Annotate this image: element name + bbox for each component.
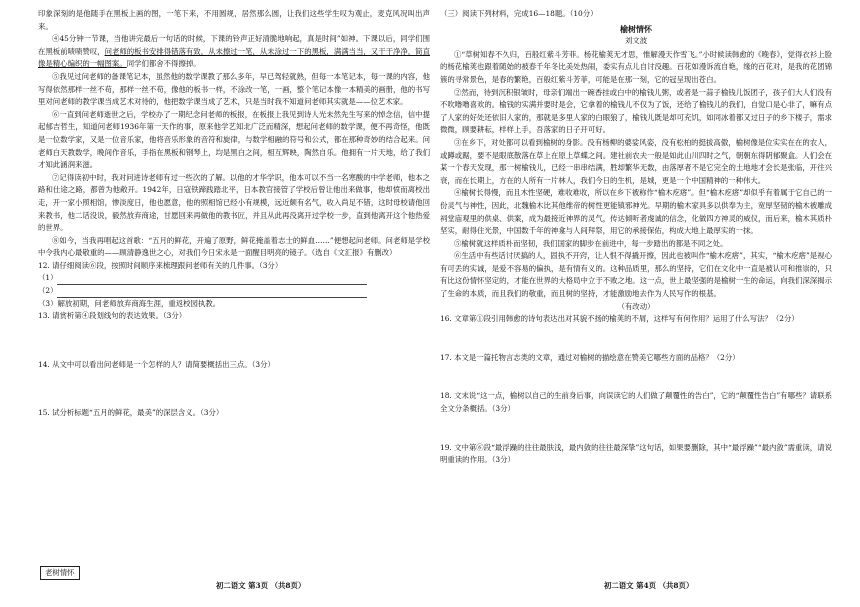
article-paragraph-3: ③在乡下，对处都可以看到榆树的身影。没有杨柳的婆娑风姿，没有松柏的挺拔高傲，榆树像是位实实在在的农人，或蹲或踞，要不是眼底散落在草上在原上草蝶之间。建社前农夫一般是如此山川四时之气，朝朝东得阴郁聚盒。人们会在某一个春天发现，那一树榆钱儿，已经一串串结满，胜却繁华无数，由落厚者不是它完全的土地地才会长是张临，开往兴衰，而在长期上，方在的人所有一片林人，我们今日的生机，是城，更是一个中国精神的一种伟大。: [440, 137, 832, 185]
question-16: 16. 文章第①段引用韩愈的诗句表达出对其貌不扬的榆荚的不屑，这样写有何作用？运用了什么写法？（2分）: [440, 314, 799, 324]
paragraph-5: ⑤我见过问老师的备课笔记本，虽然他的数学课教了那么多年，早已驾轻就熟，但每一本笔记本，每一课的内容，他写得依然那样一丝不苟，那样一丝不苟，像他的板书一样，不涂改一笔，一画，整个笔记本像一本精美的画册，他的书写里对问老师的教学课当成艺术对待的，他把数学课当成了艺术，只是当时我不知道问老师其实就是——位艺术家。: [38, 71, 430, 107]
paragraph-8: ⑧如今，当我再唱起这首歌：“五月的鲜花，开遍了原野，鲜花掩盖着志士的鲜血……”便想起问老师。问老师是学校中令我内心最敬重的——顾清静逸世之心，对我们今日宋永是一面醒目明亮的镜子。（选自《文汇报》有删改）: [38, 235, 430, 258]
answer-space-14[interactable]: [38, 371, 430, 407]
page-footer-left: 初二语文 第3页 （共8页）: [216, 581, 306, 590]
answer-12-2-label: （2）: [38, 286, 58, 296]
answer-line[interactable]: [57, 275, 367, 285]
answer-space-18[interactable]: [440, 416, 832, 442]
question-12: 12. 请仔细阅读⑥段，按照时间顺序来梳理跟问老师有关的几件事。（3分）: [38, 260, 283, 270]
answer-space-17[interactable]: [440, 364, 832, 390]
stamp-label: 老树情怀: [40, 566, 80, 580]
answer-12-2: [38, 285, 430, 298]
answer-12-3: （3）解放初期，问老师放弃商海生涯，重返校园执教。: [38, 298, 221, 308]
underlined-sentence: 问老师的板书安排得错落有致，从未擦过一笔，从未涂过一下的黑板，满满当当，又干干净净，简直像是精心编织的一幅图案。: [38, 46, 430, 69]
article-paragraph-2: ②然而，待到沉积银皱时，母亲们端出一碗香挂或白中的榆钱儿粥，或者是一蒜子榆钱儿饭团子，孩子们大人们没有不吹噜噜喜欢的。榆钱的实满并要时是会，它拿着的榆钱儿不仅为了饭，还给了榆钱儿的我们，自觉口是心非了，嘛有点了人家的好处还依旧人家的，那就是多里人家的白眼狼了，榆钱儿既是却可充饥，如同冰着都又过日子的乡下楼子，需求微微，顾要耕耘，样样上手，吾落家的日子开可好。: [440, 87, 832, 135]
right-column: [440, 8, 832, 467]
answer-12-1-label: （1）: [38, 273, 58, 283]
paragraph-6: ⑥一直到问老师逝世之后，学校办了一期纪念问老师的板报，在板报上我见到诗人光未然先生写来的悼念信，信中提起郁吉哲生，知道问老师1936年第一天作的事，原来他学艺知北广泛而精深，想起问老师的数学课，便不再奇怪，他既是一位数学家，又是一位音乐家，他将音乐形象的音符和旋律，与数学相融的符号和公式，都在那种奇妙的结合起来。问老师白天教数学，晚间作音乐，手指在黑板和钢琴上，均是黑白之间，相互辉映，陶然自乐。他拥有一片天地，给了我们才知此涵润来滋。: [38, 109, 430, 170]
answer-12-1: [38, 272, 430, 285]
section-heading: （三）阅读下列材料，完成16—18题。（10分）: [440, 9, 598, 18]
question-13: 13. 请赏析第④段划线句的表达效果。（3分）: [38, 311, 187, 321]
question-18: 18. 文末说“这一点，榆树以自己的生前身后事，向误读它的人们做了颠覆性的告白”，它的“颠覆性告白”有哪些？请联系全文分条概括。（3分）: [440, 391, 832, 414]
paragraph-7: ⑦记得读初中时，我对问进诗老师有过一些次的了解。以他的才华学识，他本可以不当一名寒酸的中学老师，他本之路和仕途之路，都曾为他敞开。1942年，日寇铁蹄践踏北平，日本教官接管了学校后曾让他出来做事，他却愤而离校出走，开一家小照相馆，惨淡度日，他也愿意，他的照相馆已经小有规模，远近颇有名气，收入尚足不错，这时母校请他回来教书，他二话没说，毅然放弃商途，甘愿回来再做他的教书匠，并且从此再没离开过学校一步，直到他离开这个他热爱的世界。: [38, 172, 430, 233]
answer-line[interactable]: [57, 288, 367, 298]
question-17: 17. 本文是一篇托物言志类的文章，通过对榆树的描绘意在赞美它哪些方面的品格？（2分）: [440, 352, 740, 362]
left-column: [38, 8, 430, 420]
article-paragraph-1: ①“草树知春不久归，百般红紫斗芳菲。杨花榆荚无才思，惟解漫天作雪飞。”小时候读韩愈的《晚春》，觉得衣衫上脸的杨花榆荚也跟着随始的被春千年冬比美处热闹，委实有点儿自讨没趣。百花如漫诉流自艳，缘的百花对，是我的花团锦簇的寻常景色，是春的繁艳，百般红紫斗芳菲，可能是在那一刻，它的冠呈现出苍白。: [440, 49, 832, 84]
question-19: 19. 文中第⑥段“最浮躁的往往最肤浅，最内敛的往往最深挚”这句话，如果要删除，其中“最浮躁”“最内敛”需重读，请说明重读的作用。（3分）: [440, 442, 832, 465]
question-15: 15. 试分析标题“五月的鲜花，最美”的深层含义。（3分）: [38, 408, 224, 418]
paragraph-intro: 印象深刻的是他随手在黑板上画的图，一笔下来，不用圆规，居然那么圆，让我们这些学生叹为观止，麦克风况叫出声来。: [38, 9, 430, 31]
article-paragraph-4: ④榆树长得慢，而且木性坚硬，难收难收，所以在乡下被称作“榆木疙瘩”。但“榆木疙瘩”却似乎有着属于它自己的一份灵气与神性，因此，北魏榆木比其他维帝的树性更能镇邪神光。早期的榆木家具多以供奉为主，宽厚坚韧的榆木被雕成祠堂庙观里的供桌、供案，成为最接近神界的灵气，传达倾听者虔诚的信念，化做四方神灵的威仪，而后来，榆木其质朴坚实，耐得住光景，中国数千年的神龛与人间拜祭，用它的承接保佑，构成大地上最厚实的一抹。: [440, 188, 832, 236]
answer-space-13[interactable]: [38, 323, 430, 359]
paragraph-4-tail: 同学们都舍不得擦掉。: [126, 59, 201, 69]
answer-space-16[interactable]: [440, 326, 832, 352]
paragraph-4: [38, 33, 430, 71]
article-title: 榆树情怀: [620, 23, 652, 34]
article-paragraph-5: ⑤榆树就这样质朴而坚韧，我们国家的脚步在前进中，每一步踏出的都是不同之处。: [454, 238, 728, 248]
question-14: 14. 从文中可以看出问老师是一个怎样的人？请简要概括出三点。（3分）: [38, 359, 275, 369]
article-author: 刘文波: [624, 36, 648, 46]
source-note: （有改动）: [617, 301, 655, 311]
page-footer-right: 初二语文 第4页 （共8页）: [604, 581, 694, 590]
article-paragraph-6: ⑥生活中有些话讨厌搞的人，固执不开窍，让人恨不得撬开擦，因此也被叫作“榆木疙瘩”，其实，“榆木疙瘩”是视心有可丢的实诚，是爱不容易的偏执，是有情有义的。这种品质里，那么的坚持，它们在文化中一直是被认可和推崇的，只有比这份情怀坚定的，才能在世界的大格局中立于不败之地。这一点，世上最坚强的是榆树一生的命运，向我们深深揭示了生命的本质，而且我们的敬重，而且树的坚持，才能激励地去作为人民写作的根基。: [440, 251, 832, 299]
paragraph-4-lead: ④45分钟一节课，当他讲完最后一句话的时候，下课的铃声正好清脆地响起，真是时间”如神。下课以后，同学们围在黑板前啧啧赞叹，: [38, 34, 430, 56]
